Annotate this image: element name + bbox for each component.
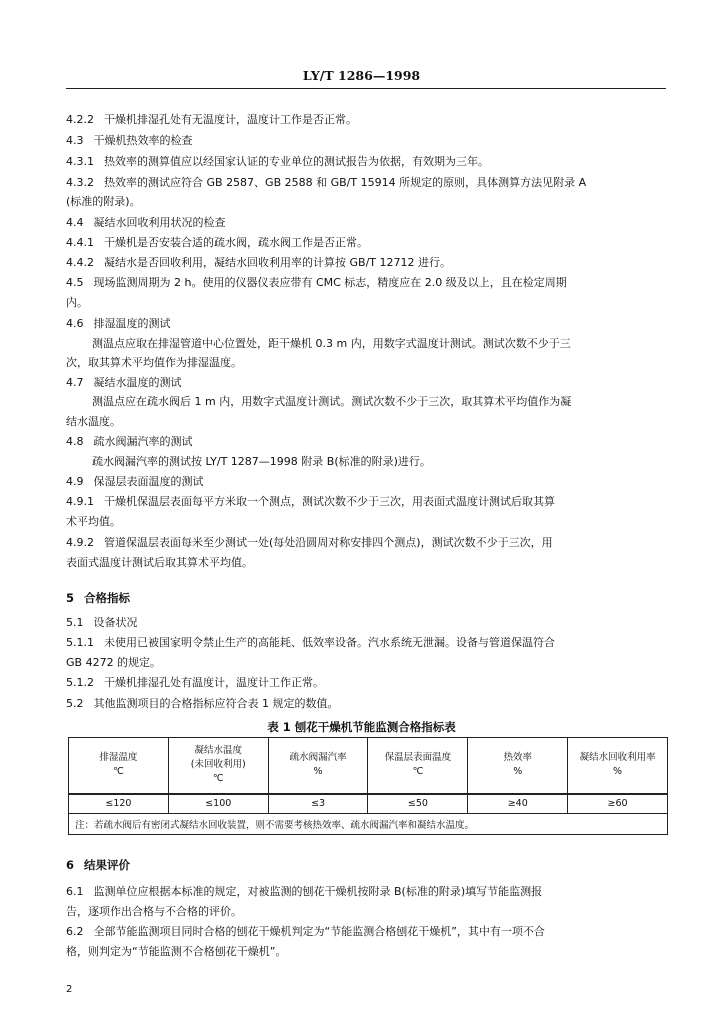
clause-4-9-1: 4.9.1 干燥机保温层表面每平方米取一个测点，测试次数不少于三次，用表面式温度计测试后取其算 bbox=[66, 495, 555, 508]
clause-5-1: 5.1 设备状况 bbox=[66, 616, 138, 629]
clause-4-8: 4.8 疏水阀漏汽率的测试 bbox=[66, 435, 193, 448]
clause-4-3: 4.3 干燥机热效率的检查 bbox=[66, 134, 193, 147]
clause-5-2: 5.2 其他监测项目的合格指标应符合表 1 规定的数值。 bbox=[66, 697, 339, 710]
value-cell: ≤100 bbox=[168, 794, 268, 814]
table-note-row bbox=[69, 814, 668, 835]
table-value-row bbox=[69, 794, 668, 814]
clause-4-5: 4.5 现场监测周期为 2 h。使用的仪器仪表应带有 CMC 标志，精度应在 2.0 级及以上，且在检定周期 bbox=[66, 276, 567, 289]
clause-5-1-1: 5.1.1 未使用已被国家明令禁止生产的高能耗、低效率设备。汽水系统无泄漏。设备与管道保温符合 bbox=[66, 636, 555, 649]
clause-6-2: 6.2 全部节能监测项目同时合格的刨花干燥机判定为“节能监测合格刨花干燥机”，其中有一项不合 bbox=[66, 925, 545, 938]
table-note: 注：若疏水阀后有密闭式凝结水回收装置，则不需要考核热效率、疏水阀漏汽率和凝结水温度。 bbox=[69, 814, 668, 835]
clause-6-1-cont: 告，逐项作出合格与不合格的评价。 bbox=[66, 905, 242, 918]
value-cell: ≥40 bbox=[468, 794, 568, 814]
header-exhaust-temp: 排湿温度 ℃ bbox=[69, 738, 169, 794]
value-cell: ≥60 bbox=[568, 794, 668, 814]
clause-4-9: 4.9 保湿层表面温度的测试 bbox=[66, 475, 204, 488]
clause-5-1-2: 5.1.2 干燥机排湿孔处有温度计，温度计工作正常。 bbox=[66, 676, 324, 689]
section-5-heading: 5 合格指标 bbox=[66, 591, 131, 605]
value-cell: ≤120 bbox=[69, 794, 169, 814]
clause-4-4-1: 4.4.1 干燥机是否安装合适的疏水阀，疏水阀工作是否正常。 bbox=[66, 236, 368, 249]
clause-4-9-2: 4.9.2 管道保温层表面每米至少测试一处(每处沿圆周对称安排四个测点)，测试次数不少于三次，用 bbox=[66, 536, 553, 549]
standard-code-header: LY/T 1286—1998 bbox=[302, 68, 421, 83]
clause-4-6: 4.6 排湿温度的测试 bbox=[66, 317, 171, 330]
table-1-title: 表 1 刨花干燥机节能监测合格指标表 bbox=[267, 720, 456, 734]
clause-5-1-1-cont: GB 4272 的规定。 bbox=[66, 656, 162, 669]
clause-4-2-2: 4.2.2 干燥机排湿孔处有无温度计，温度计工作是否正常。 bbox=[66, 113, 357, 126]
section-6-heading: 6 结果评价 bbox=[66, 858, 131, 872]
clause-4-3-2: 4.3.2 热效率的测试应符合 GB 2587、GB 2588 和 GB/T 15914 所规定的原则，具体测算方法见附录 A bbox=[66, 176, 587, 189]
clause-4-6-body: 测温点应取在排湿管道中心位置处，距干燥机 0.3 m 内，用数字式温度计测试。测试次数不少于三 bbox=[92, 337, 571, 350]
table-header-row bbox=[69, 738, 668, 794]
clause-4-4: 4.4 凝结水回收利用状况的检查 bbox=[66, 216, 226, 229]
clause-4-7-body: 测温点应在疏水阀后 1 m 内，用数字式温度计测试。测试次数不少于三次，取其算术平均值作为凝 bbox=[92, 395, 572, 408]
clause-4-3-1: 4.3.1 热效率的测算值应以经国家认证的专业单位的测试报告为依据，有效期为三年。 bbox=[66, 155, 489, 168]
clause-4-9-2-cont: 表面式温度计测试后取其算术平均值。 bbox=[66, 556, 253, 569]
clause-4-7: 4.7 凝结水温度的测试 bbox=[66, 376, 182, 389]
page-number: 2 bbox=[66, 984, 73, 995]
header-trap-leak-rate: 疏水阀漏汽率 % bbox=[268, 738, 368, 794]
clause-4-6-body-cont: 次，取其算术平均值作为排湿温度。 bbox=[66, 356, 242, 369]
header-rule bbox=[66, 88, 666, 89]
header-thermal-efficiency: 热效率 % bbox=[468, 738, 568, 794]
clause-6-1: 6.1 监测单位应根据本标准的规定，对被监测的刨花干燥机按附录 B(标准的附录)填写节能监测报 bbox=[66, 885, 543, 898]
header-condensate-recovery-rate: 凝结水回收利用率 % bbox=[568, 738, 668, 794]
header-insulation-surface-temp: 保温层表面温度 ℃ bbox=[368, 738, 468, 794]
clause-4-8-body: 疏水阀漏汽率的测试按 LY/T 1287—1998 附录 B(标准的附录)进行。 bbox=[92, 455, 431, 468]
table-1 bbox=[68, 737, 668, 835]
clause-4-5-cont: 内。 bbox=[66, 296, 88, 309]
value-cell: ≤3 bbox=[268, 794, 368, 814]
clause-6-2-cont: 格，则判定为“节能监测不合格刨花干燥机”。 bbox=[66, 945, 287, 958]
clause-4-7-body-cont: 结水温度。 bbox=[66, 415, 121, 428]
clause-4-4-2: 4.4.2 凝结水是否回收利用，凝结水回收利用率的计算按 GB/T 12712 进行。 bbox=[66, 256, 451, 269]
clause-4-3-2-cont: (标准的附录)。 bbox=[66, 195, 141, 208]
value-cell: ≤50 bbox=[368, 794, 468, 814]
clause-4-9-1-cont: 术平均值。 bbox=[66, 515, 121, 528]
header-condensate-temp: 凝结水温度 (未回收利用) ℃ bbox=[168, 738, 268, 794]
